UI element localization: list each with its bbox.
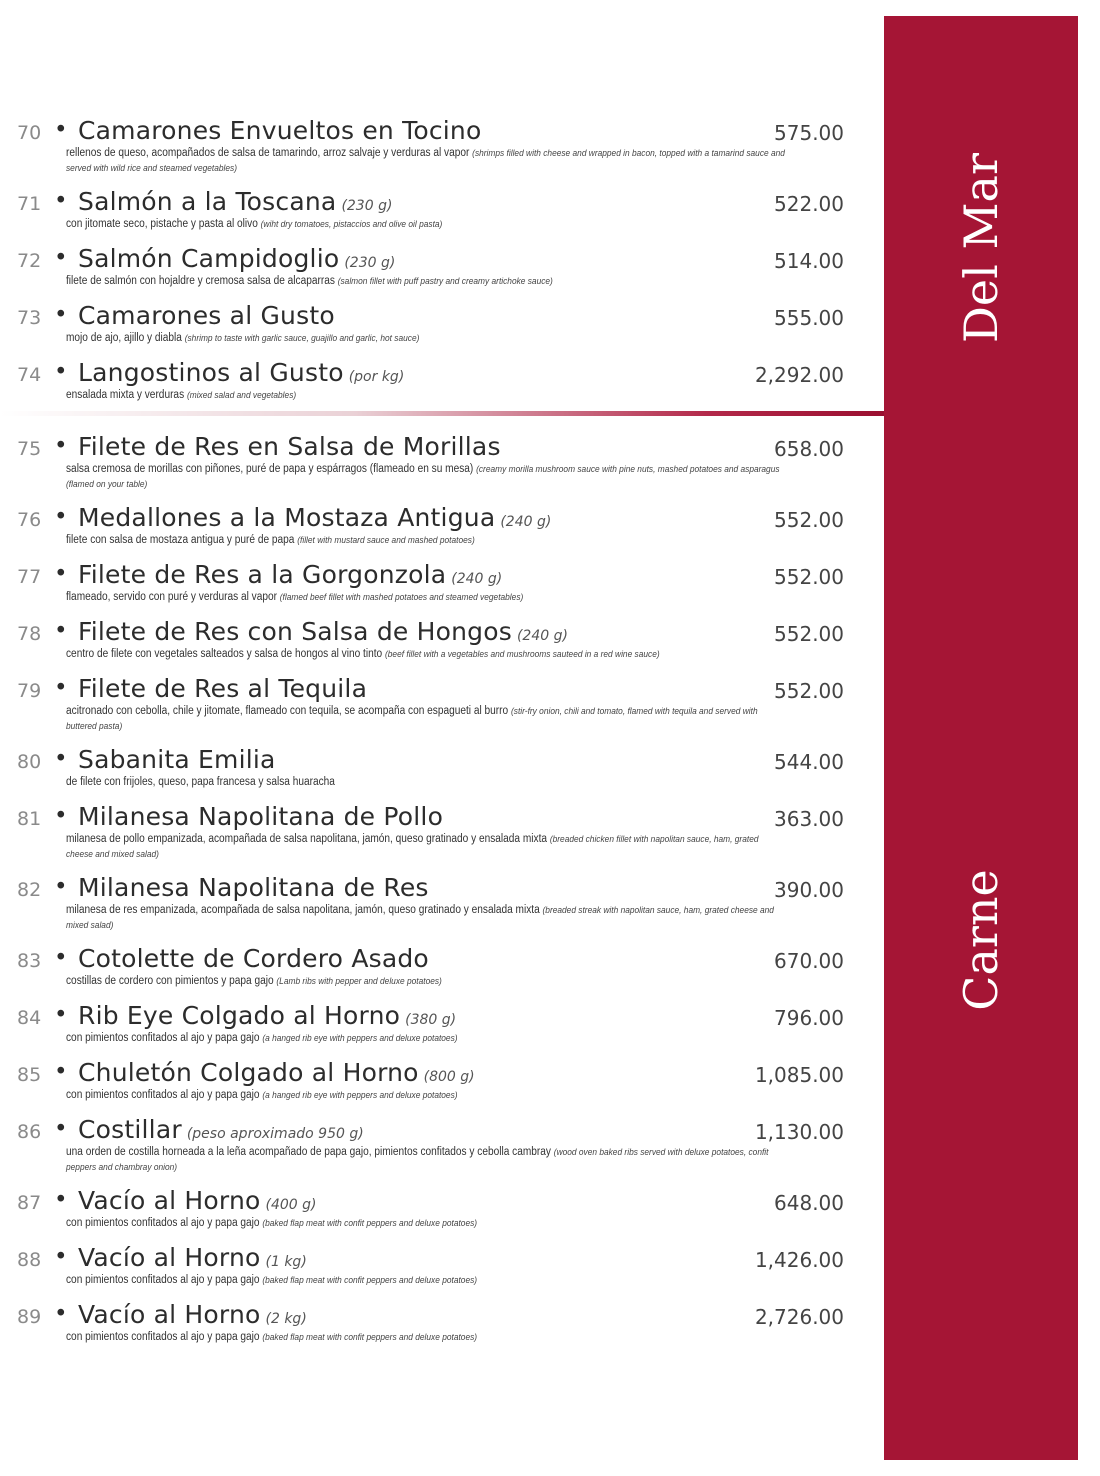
item-description-es: ensalada mixta y verduras xyxy=(66,389,185,401)
bullet-icon: • xyxy=(54,359,68,385)
item-price: 522.00 xyxy=(774,192,844,216)
item-description-es: salsa cremosa de morillas con piñones, puré de papa y espárragos (flameado en su mesa) xyxy=(66,463,474,475)
item-name: Vacío al Horno xyxy=(78,1186,261,1215)
menu-item xyxy=(0,116,884,176)
bullet-icon: • xyxy=(54,618,68,644)
item-name: Milanesa Napolitana de Res xyxy=(78,873,429,902)
item-name-line xyxy=(78,873,429,902)
item-description-en: (a hanged rib eye with peppers and deluxe potatoes) xyxy=(262,1033,458,1044)
item-description-es: de filete con frijoles, queso, papa francesa y salsa huaracha xyxy=(66,776,335,788)
bullet-icon: • xyxy=(54,1116,68,1142)
item-description-es: costillas de cordero con pimientos y papa gajo xyxy=(66,975,274,987)
item-description-en: (baked flap meat with confit peppers and deluxe potatoes) xyxy=(262,1275,478,1286)
item-description xyxy=(66,274,788,289)
menu-item xyxy=(0,244,884,289)
item-description-es: con pimientos confitados al ajo y papa gajo xyxy=(66,1331,260,1343)
item-name-line xyxy=(78,1300,307,1329)
item-description-es: una orden de costilla horneada a la leña acompañado de papa gajo, pimientos confitados y cebolla cambray xyxy=(66,1146,551,1158)
item-description-es: milanesa de res empanizada, acompañada de salsa napolitana, jamón, queso gratinado y ensalada mixta xyxy=(66,904,540,916)
item-weight: (230 g) xyxy=(341,198,393,214)
item-description xyxy=(66,1273,788,1288)
item-price: 552.00 xyxy=(774,679,844,703)
item-price: 552.00 xyxy=(774,565,844,589)
item-price: 796.00 xyxy=(774,1006,844,1030)
menu-item xyxy=(0,873,884,933)
bullet-icon: • xyxy=(54,1059,68,1085)
item-number: 72 xyxy=(17,250,42,272)
item-number: 83 xyxy=(17,950,42,972)
item-name-line xyxy=(78,674,367,703)
item-description-es: con pimientos confitados al ajo y papa gajo xyxy=(66,1217,260,1229)
item-description-en: (wiht dry tomatoes, pistaccios and olive oil pasta) xyxy=(260,219,443,230)
item-price: 1,130.00 xyxy=(754,1120,844,1144)
menu-item xyxy=(0,802,884,862)
item-number: 88 xyxy=(17,1249,42,1271)
item-name: Filete de Res a la Gorgonzola xyxy=(78,560,447,589)
item-name: Medallones a la Mostaza Antigua xyxy=(78,503,496,532)
menu-item xyxy=(0,1186,884,1231)
item-name-line xyxy=(78,116,481,145)
item-description-en: (mixed salad and vegetables) xyxy=(186,390,297,401)
item-description xyxy=(66,1031,788,1046)
item-description xyxy=(66,590,788,605)
bullet-icon: • xyxy=(54,561,68,587)
item-name-line xyxy=(78,944,429,973)
item-description-es: con pimientos confitados al ajo y papa gajo xyxy=(66,1274,260,1286)
bullet-icon: • xyxy=(54,803,68,829)
item-name: Chuletón Colgado al Horno xyxy=(78,1058,419,1087)
item-description-en: (breaded chicken fillet with napolitan sauce, ham, grated cheese and mixed salad) xyxy=(66,834,759,860)
item-number: 79 xyxy=(17,680,42,702)
menu-item xyxy=(0,187,884,232)
item-price: 2,292.00 xyxy=(754,363,844,387)
item-number: 73 xyxy=(17,307,42,329)
bullet-icon: • xyxy=(54,874,68,900)
item-description-en: (stir-fry onion, chili and tomato, flamed with tequila and served with buttered pasta) xyxy=(66,706,758,732)
item-description xyxy=(66,217,788,232)
item-number: 85 xyxy=(17,1064,42,1086)
item-name: Sabanita Emilia xyxy=(78,745,276,774)
item-price: 1,426.00 xyxy=(754,1248,844,1272)
item-number: 78 xyxy=(17,623,42,645)
item-price: 390.00 xyxy=(774,878,844,902)
item-name-line xyxy=(78,617,568,646)
bullet-icon: • xyxy=(54,1187,68,1213)
item-name: Rib Eye Colgado al Horno xyxy=(78,1001,401,1030)
item-description-es: mojo de ajo, ajillo y diabla xyxy=(66,332,182,344)
item-description xyxy=(66,775,788,790)
item-description-en: (beef fillet with a vegetables and mushrooms sauteed in a red wine sauce) xyxy=(385,649,660,660)
item-description xyxy=(66,704,788,734)
item-price: 514.00 xyxy=(774,249,844,273)
item-description-es: con pimientos confitados al ajo y papa gajo xyxy=(66,1032,260,1044)
item-weight: (400 g) xyxy=(265,1197,317,1213)
item-weight: (1 kg) xyxy=(265,1254,307,1270)
item-price: 363.00 xyxy=(774,807,844,831)
item-description-es: con pimientos confitados al ajo y papa gajo xyxy=(66,1089,260,1101)
item-description-en: (salmon fillet with puff pastry and creamy artichoke sauce) xyxy=(337,276,553,287)
item-number: 71 xyxy=(17,193,42,215)
item-name: Vacío al Horno xyxy=(78,1300,261,1329)
section-label-carne: Carne xyxy=(954,869,1008,1011)
item-price: 555.00 xyxy=(774,306,844,330)
item-name: Filete de Res al Tequila xyxy=(78,674,368,703)
item-name-line xyxy=(78,802,443,831)
item-name: Camarones Envueltos en Tocino xyxy=(78,116,482,145)
item-number: 77 xyxy=(17,566,42,588)
menu-item xyxy=(0,1001,884,1046)
bullet-icon: • xyxy=(54,945,68,971)
item-price: 552.00 xyxy=(774,622,844,646)
item-name-line xyxy=(78,1243,307,1272)
item-weight: (380 g) xyxy=(405,1012,457,1028)
item-description-es: con jitomate seco, pistache y pasta al olivo xyxy=(66,218,258,230)
item-number: 89 xyxy=(17,1306,42,1328)
item-price: 544.00 xyxy=(774,750,844,774)
item-description-es: flameado, servido con puré y verduras al vapor xyxy=(66,591,277,603)
bullet-icon: • xyxy=(54,188,68,214)
item-name-line xyxy=(78,187,392,216)
item-description xyxy=(66,1088,788,1103)
item-name-line xyxy=(78,244,395,273)
item-description xyxy=(66,462,788,492)
item-description-es: filete de salmón con hojaldre y cremosa salsa de alcaparras xyxy=(66,275,335,287)
menu-item xyxy=(0,358,884,403)
item-weight: (240 g) xyxy=(516,628,568,644)
item-number: 86 xyxy=(17,1121,42,1143)
menu-item xyxy=(0,944,884,989)
item-description-es: milanesa de pollo empanizada, acompañada de salsa napolitana, jamón, queso gratinado y ensalada mixta xyxy=(66,833,548,845)
menu-item xyxy=(0,617,884,662)
item-price: 552.00 xyxy=(774,508,844,532)
item-name-line xyxy=(78,1058,475,1087)
item-description xyxy=(66,533,788,548)
item-name-line xyxy=(78,1115,364,1144)
item-name-line xyxy=(78,301,335,330)
item-name: Salmón a la Toscana xyxy=(78,187,337,216)
bullet-icon: • xyxy=(54,117,68,143)
item-name: Camarones al Gusto xyxy=(78,301,335,330)
item-description-es: rellenos de queso, acompañados de salsa de tamarindo, arroz salvaje y verduras al vapor xyxy=(66,147,470,159)
item-description-en: (Lamb ribs with pepper and deluxe potatoes) xyxy=(276,976,442,987)
bullet-icon: • xyxy=(54,302,68,328)
item-number: 87 xyxy=(17,1192,42,1214)
item-weight: (240 g) xyxy=(451,571,503,587)
menu-item xyxy=(0,1243,884,1288)
item-name: Filete de Res en Salsa de Morillas xyxy=(78,432,501,461)
item-description xyxy=(66,146,788,176)
item-price: 670.00 xyxy=(774,949,844,973)
item-description xyxy=(66,331,788,346)
item-name-line xyxy=(78,358,404,387)
item-description-en: (wood oven baked ribs served with deluxe potatoes, confit peppers and chambray onion) xyxy=(66,1147,769,1173)
item-name: Cotolette de Cordero Asado xyxy=(78,944,429,973)
item-description-es: centro de filete con vegetales salteados y salsa de hongos al vino tinto xyxy=(66,648,383,660)
item-description-en: (creamy morilla mushroom sauce with pine nuts, mashed potatoes and asparagus (flamed on your table) xyxy=(66,464,780,490)
item-name-line xyxy=(78,560,502,589)
menu-item xyxy=(0,301,884,346)
item-description xyxy=(66,903,788,933)
item-weight: (2 kg) xyxy=(265,1311,307,1327)
item-name-line xyxy=(78,745,276,774)
bullet-icon: • xyxy=(54,1244,68,1270)
item-name-line xyxy=(78,1186,316,1215)
bullet-icon: • xyxy=(54,504,68,530)
item-number: 70 xyxy=(17,122,42,144)
item-number: 81 xyxy=(17,808,42,830)
item-weight: (240 g) xyxy=(500,514,552,530)
item-description-en: (a hanged rib eye with peppers and deluxe potatoes) xyxy=(262,1090,458,1101)
item-price: 575.00 xyxy=(774,121,844,145)
item-description-en: (fillet with mustard sauce and mashed potatoes) xyxy=(297,535,475,546)
item-weight: (por kg) xyxy=(348,369,405,385)
menu-item xyxy=(0,560,884,605)
item-number: 84 xyxy=(17,1007,42,1029)
item-number: 74 xyxy=(17,364,42,386)
item-name: Costillar xyxy=(78,1115,182,1144)
menu-item xyxy=(0,1058,884,1103)
item-description-es: filete con salsa de mostaza antigua y puré de papa xyxy=(66,534,295,546)
section-divider xyxy=(0,411,884,416)
item-weight: (800 g) xyxy=(423,1069,475,1085)
bullet-icon: • xyxy=(54,675,68,701)
item-name: Filete de Res con Salsa de Hongos xyxy=(78,617,512,646)
item-number: 76 xyxy=(17,509,42,531)
item-name-line xyxy=(78,432,501,461)
item-price: 648.00 xyxy=(774,1191,844,1215)
item-description-en: (shrimps filled with cheese and wrapped in bacon, topped with a tamarind sauce and served with wild rice and steamed vegetables) xyxy=(66,148,785,174)
item-description xyxy=(66,1330,788,1345)
item-name: Langostinos al Gusto xyxy=(78,358,344,387)
item-weight: (peso aproximado 950 g) xyxy=(186,1126,364,1142)
bullet-icon: • xyxy=(54,1002,68,1028)
item-price: 658.00 xyxy=(774,437,844,461)
menu-item xyxy=(0,1115,884,1175)
item-number: 82 xyxy=(17,879,42,901)
item-name: Milanesa Napolitana de Pollo xyxy=(78,802,444,831)
item-description-en: (breaded streak with napolitan sauce, ham, grated cheese and mixed salad) xyxy=(66,905,774,931)
item-description xyxy=(66,647,788,662)
bullet-icon: • xyxy=(54,746,68,772)
item-name: Salmón Campidoglio xyxy=(78,244,340,273)
item-price: 1,085.00 xyxy=(754,1063,844,1087)
item-description xyxy=(66,1216,788,1231)
item-description-en: (baked flap meat with confit peppers and deluxe potatoes) xyxy=(262,1332,478,1343)
item-number: 80 xyxy=(17,751,42,773)
menu-item xyxy=(0,745,884,790)
item-name-line xyxy=(78,1001,456,1030)
item-number: 75 xyxy=(17,438,42,460)
item-description xyxy=(66,832,788,862)
item-weight: (230 g) xyxy=(344,255,396,271)
menu-item xyxy=(0,1300,884,1345)
item-description-en: (baked flap meat with confit peppers and deluxe potatoes) xyxy=(262,1218,478,1229)
bullet-icon: • xyxy=(54,433,68,459)
item-description-en: (shrimp to taste with garlic sauce, guajillo and garlic, hot sauce) xyxy=(184,333,420,344)
item-description xyxy=(66,1145,788,1175)
menu-item xyxy=(0,432,884,492)
bullet-icon: • xyxy=(54,1301,68,1327)
item-description-es: acitronado con cebolla, chile y jitomate, flameado con tequila, se acompaña con espagueti al burro xyxy=(66,705,509,717)
item-name-line xyxy=(78,503,551,532)
item-price: 2,726.00 xyxy=(754,1305,844,1329)
menu-item xyxy=(0,674,884,734)
bullet-icon: • xyxy=(54,245,68,271)
item-description xyxy=(66,388,788,403)
item-description-en: (flamed beef fillet with mashed potatoes and steamed vegetables) xyxy=(279,592,524,603)
section-label-del-mar: Del Mar xyxy=(954,153,1008,343)
item-name: Vacío al Horno xyxy=(78,1243,261,1272)
item-description xyxy=(66,974,788,989)
menu-item xyxy=(0,503,884,548)
